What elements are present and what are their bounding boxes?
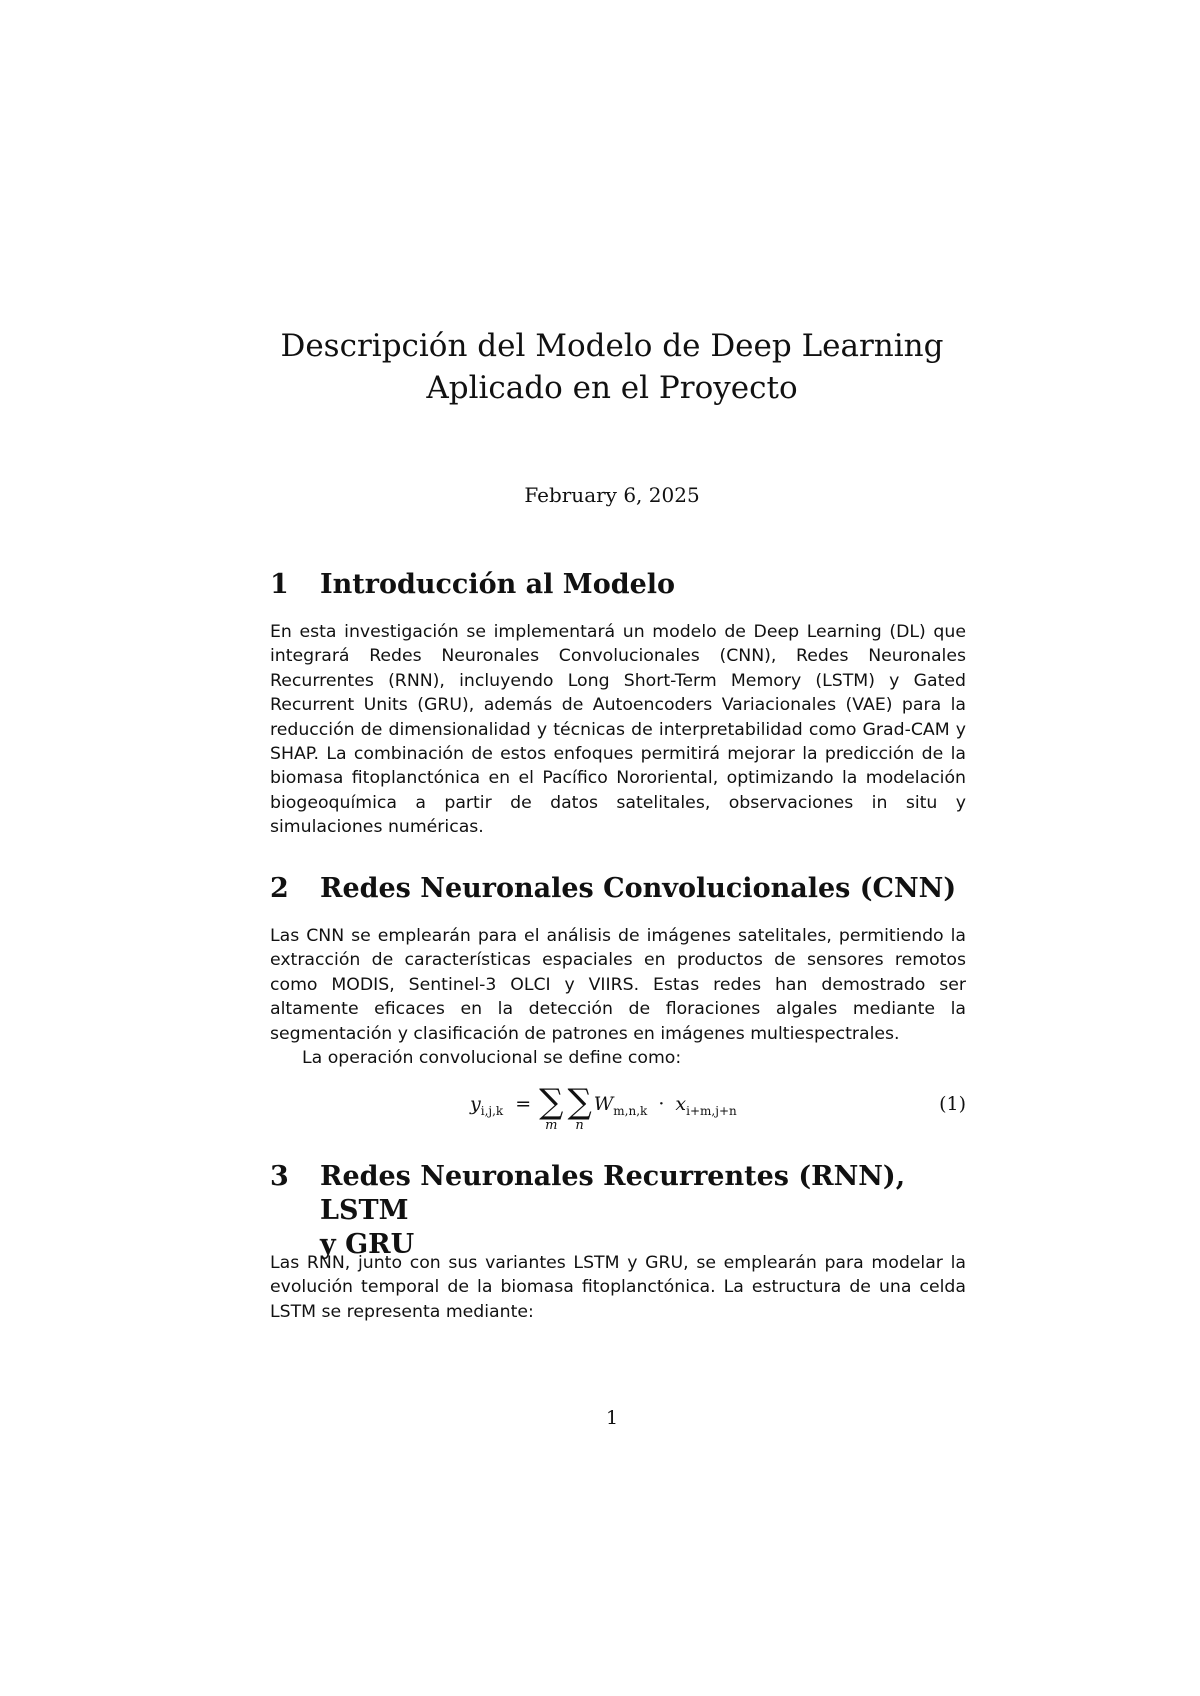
title-line-1: Descripción del Modelo de Deep Learning	[280, 328, 944, 364]
section-2-paragraph-2: La operación convolucional se define como:	[302, 1048, 682, 1068]
section-2-heading	[270, 872, 970, 906]
section-3-title-line-2: y GRU	[320, 1229, 415, 1260]
document-date: February 6, 2025	[524, 483, 700, 507]
equation-dot: ·	[658, 1093, 665, 1115]
section-2-number: 2	[270, 873, 289, 904]
equation-weight-var: W	[593, 1093, 614, 1115]
equation-equals: =	[515, 1093, 532, 1115]
equation-number: (1)	[939, 1093, 966, 1115]
page-number: 1	[605, 1407, 619, 1429]
equation-input-sub: i+m,j+n	[686, 1103, 737, 1118]
convolution-equation	[270, 1082, 966, 1145]
section-3-number: 3	[270, 1161, 289, 1192]
section-1-number: 1	[270, 569, 289, 600]
section-3-title	[320, 1160, 970, 1262]
sum-index-m: m	[545, 1118, 558, 1133]
sum-symbol-n: ∑ n	[567, 1082, 592, 1133]
section-3-paragraph: Las RNN, junto con sus variantes LSTM y GRU, se emplearán para modelar la evolución temporal de la biomasa fitoplanctónica. La estructura de una celda LSTM se representa mediante:	[270, 1253, 966, 1322]
section-1-title: Introducción al Modelo	[320, 569, 676, 600]
section-3-title-line-1: Redes Neuronales Recurrentes (RNN), LSTM	[320, 1161, 906, 1226]
equation-weight-sub: m,n,k	[613, 1103, 648, 1118]
section-1-paragraph: En esta investigación se implementará un modelo de Deep Learning (DL) que integrará Redes Neuronales Convolucionales (CNN), Redes Neuronales Recurrentes (RNN), incluyendo Long Short-Term Memory (LSTM) y Gated Recurrent Units (GRU), además de Autoencoders Variacionales (VAE) para la reducción de dimensionalidad y técnicas de interpretabilidad como Grad-CAM y SHAP. La combinación de estos enfoques permitirá mejorar la predicción de la biomasa fitoplanctónica en el Pacífico Nororiental, optimizando la modelación biogeoquímica a partir de datos satelitales, observaciones in situ y simulaciones numéricas.	[270, 622, 966, 838]
section-3-heading	[270, 1160, 970, 1262]
document-title	[0, 325, 1200, 409]
equation-lhs-var: y	[470, 1093, 481, 1115]
sum-index-n: n	[575, 1118, 584, 1133]
title-line-2: Aplicado en el Proyecto	[426, 370, 798, 406]
sum-symbol-m: ∑ m	[539, 1082, 564, 1133]
equation-input-var: x	[675, 1093, 687, 1115]
section-1-heading	[270, 568, 970, 602]
equation-lhs-sub: i,j,k	[480, 1103, 504, 1118]
equation-body	[470, 1082, 737, 1133]
section-2-paragraph-1: Las CNN se emplearán para el análisis de imágenes satelitales, permitiendo la extracción de características espaciales en productos de sensores remotos como MODIS, Sentinel-3 OLCI y VIIRS. Estas redes han demostrado ser altamente eficaces en la detección de floraciones algales mediante la segmentación y clasificación de patrones en imágenes multiespectrales.	[270, 926, 966, 1044]
section-2-title: Redes Neuronales Convolucionales (CNN)	[320, 873, 957, 904]
